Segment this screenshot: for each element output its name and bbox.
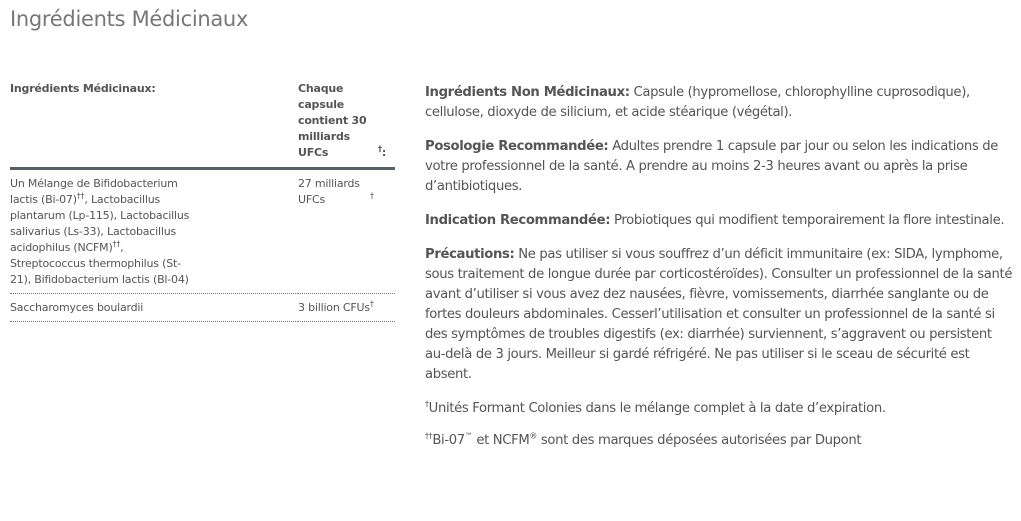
double-dagger-footnote-marker: †† xyxy=(112,239,121,249)
medicinal-ingredients-section xyxy=(10,80,395,322)
double-dagger-footnote-marker: †† xyxy=(76,191,85,201)
ingredient-name-cell: Un Mélange de Bifidobacterium lactis (Bi-07)††, Lactobacillus plantarum (Lp-115), Lactobacillus salivarius (Ls-33), Lactobacillus acidophilus (NCFM)††, Streptococcus thermophilus (St-21), Bifidobacterium lactis (Bl-04) xyxy=(10,169,298,294)
page-title: Ingrédients Médicinaux xyxy=(10,7,249,31)
header-amount-per-capsule: Chaque capsule contient 30 milliards UFCs †: xyxy=(298,80,395,169)
double-dagger-footnote-marker: †† xyxy=(425,431,433,441)
recommended-dosage: Posologie Recommandée: Adultes prendre 1 capsule par jour ou selon les indications de votre professionnel de la santé. A prendre au moins 2-3 heures avant ou après la prise d’antibiotiques. xyxy=(425,139,998,194)
dosage-label: Posologie Recommandée: xyxy=(425,139,609,154)
table-row xyxy=(10,169,395,294)
footnote-cfu: †Unités Formant Colonies dans le mélange complet à la date d’expiration. xyxy=(425,399,886,416)
table-row xyxy=(10,294,395,322)
header-ingredient-name: Ingrédients Médicinaux: xyxy=(10,80,298,169)
precautions: Précautions: Ne pas utiliser si vous souffrez d’un déficit immunitaire (ex: SIDA, lymphome, sous traitement de longue durée par corticostéroïdes). Consulter un professionnel de la santé avant d’utiliser si vous avez dez nausées, fièvre, vomissements, diarrhée sanglante ou de fortes douleurs abdominales. Cesserl’utilisation et consulter un professionnel de la santé si des symptômes de troubles digestifs (ex: diarrhée) surviennent, s’aggravent ou persistent au-delà de 3 jours. Meilleur si gardé réfrigéré. Ne pas utiliser si le sceau de sécurité est absent. xyxy=(425,247,1013,382)
product-info-section xyxy=(425,83,1015,463)
dagger-footnote-marker: † xyxy=(425,399,429,409)
dagger-footnote-marker: † xyxy=(369,299,374,309)
ingredient-amount-cell: 3 billion CFUs† xyxy=(298,294,395,322)
indication-label: Indication Recommandée: xyxy=(425,213,611,228)
table-header-row xyxy=(10,80,395,169)
trademark-symbol: ™ xyxy=(464,431,473,441)
dagger-footnote-marker: † xyxy=(370,191,374,201)
non-medicinal-ingredients: Ingrédients Non Médicinaux: Capsule (hypromellose, chlorophylline cuprosodique), cellulose, dioxyde de silicium, et acide stéarique (végétal). xyxy=(425,85,970,120)
registered-symbol: ® xyxy=(529,431,538,441)
precautions-label: Précautions: xyxy=(425,247,515,262)
ingredient-amount-cell: 27 milliards UFCs † xyxy=(298,169,395,294)
non-medicinal-label: Ingrédients Non Médicinaux: xyxy=(425,85,630,100)
dagger-footnote-marker: † xyxy=(378,144,382,154)
footnote-trademarks: ††Bi-07™ et NCFM® sont des marques déposées autorisées par Dupont xyxy=(425,431,862,448)
medicinal-ingredients-table xyxy=(10,80,395,322)
recommended-indication: Indication Recommandée: Probiotiques qui modifient temporairement la flore intestinale. xyxy=(425,213,1005,228)
ingredient-name-cell: Saccharomyces boulardii xyxy=(10,294,298,322)
